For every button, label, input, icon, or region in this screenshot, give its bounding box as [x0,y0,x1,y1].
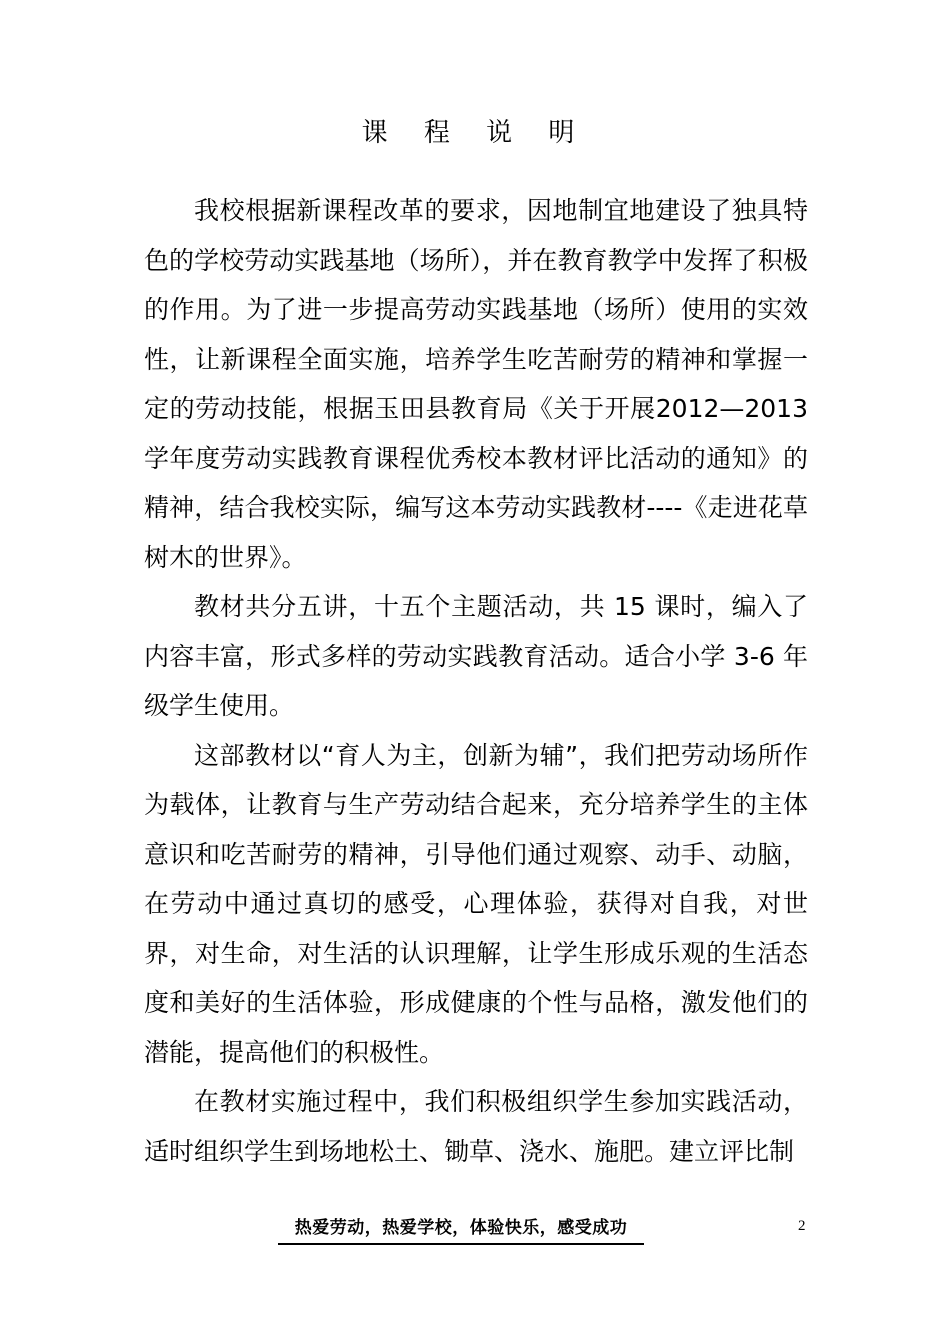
page-title: 课 程 说 明 [361,118,589,148]
paragraph-3: 这部教材以“育人为主，创新为辅”，我们把劳动场所作为载体，让教育与生产劳动结合起来，充分培养学生的主体意识和吃苦耐劳的精神，引导他们通过观察、动手、动脑，在劳动中通过真切的感受，心理体验，获得对自我，对世界，对生命，对生活的认识理解，让学生形成乐观的生活态度和美好的生活体验，形成健康的个性与品格，激发他们的潜能，提高他们的积极性。 [144,740,808,1067]
footer-underline [278,1243,644,1245]
paragraph-1: 我校根据新课程改革的要求，因地制宜地建设了独具特色的学校劳动实践基地（场所），并在教育教学中发挥了积极的作用。为了进一步提高劳动实践基地（场所）使用的实效性，让新课程全面实施，培养学生吃苦耐劳的精神和掌握一定的劳动技能，根据玉田县教育局《关于开展2012—2013学年度劳动实践教育课程优秀校本教材评比活动的通知》的精神，结合我校实际，编写这本劳动实践教材----《走进花草树木的世界》。 [144,196,808,572]
paragraph-2: 教材共分五讲，十五个主题活动，共 15 课时，编入了内容丰富，形式多样的劳动实践教育活动。适合小学 3-6 年级学生使用。 [144,592,808,720]
body-text [144,186,808,1176]
page-number: 2 [798,1218,806,1234]
footer-slogan: 热爱劳动，热爱学校，体验快乐，感受成功 [294,1218,628,1238]
paragraph-4: 在教材实施过程中，我们积极组织学生参加实践活动，适时组织学生到场地松土、锄草、浇水、施肥。建立评比制 [144,1087,808,1166]
